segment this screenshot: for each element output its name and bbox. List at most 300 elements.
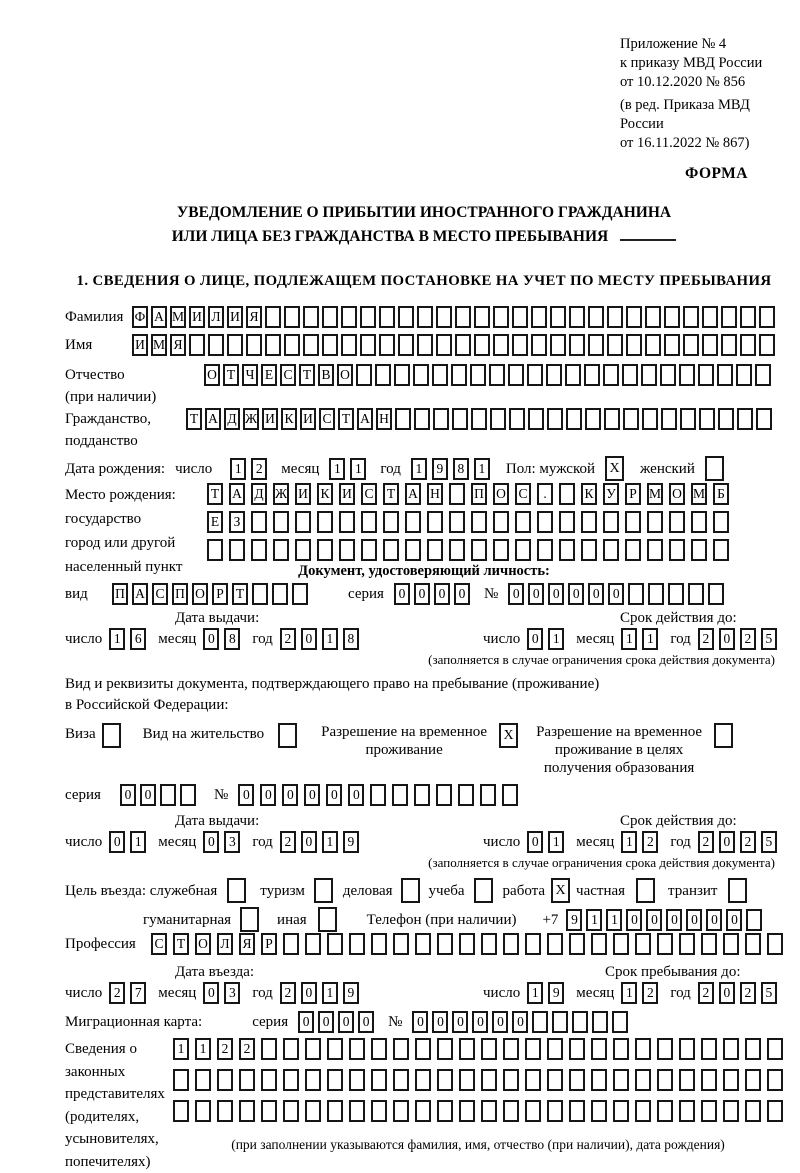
stay-number-cell[interactable]	[392, 784, 408, 806]
date-cell[interactable]: 8	[224, 628, 240, 650]
phone-cell[interactable]: 0	[706, 909, 722, 931]
date-cell[interactable]: 5	[761, 628, 777, 650]
date-cell[interactable]: 1	[548, 628, 564, 650]
birthplace-cell[interactable]: И	[295, 483, 311, 505]
phone-cell[interactable]: 0	[626, 909, 642, 931]
stay-number-cell[interactable]	[502, 784, 518, 806]
doc-number-cell[interactable]	[628, 583, 644, 605]
birthplace-cell[interactable]: А	[405, 483, 421, 505]
name-cell[interactable]	[702, 334, 718, 356]
profession-cell[interactable]	[591, 933, 607, 955]
date-cell[interactable]: 1	[322, 831, 338, 853]
visa-cell[interactable]	[102, 723, 121, 748]
citizenship-input[interactable]	[186, 408, 772, 430]
stay-doc-series-input[interactable]	[120, 784, 196, 806]
doc-number-cell[interactable]	[648, 583, 664, 605]
name-cell[interactable]	[417, 334, 433, 356]
name-cell[interactable]	[360, 334, 376, 356]
doc-series-cell[interactable]: 0	[394, 583, 410, 605]
stay-number-cell[interactable]	[436, 784, 452, 806]
stay-issue-day-input[interactable]	[109, 831, 146, 853]
patronymic-cell[interactable]	[584, 364, 600, 386]
name-cell[interactable]	[208, 334, 224, 356]
birth-month-input[interactable]	[329, 458, 366, 480]
stay-number-cell[interactable]	[458, 784, 474, 806]
date-cell[interactable]: 3	[224, 831, 240, 853]
citizenship-cell[interactable]: А	[205, 408, 221, 430]
profession-cell[interactable]: С	[151, 933, 167, 955]
representatives-cell[interactable]	[591, 1100, 607, 1122]
birthplace-cell[interactable]	[603, 511, 619, 533]
migration-number-input[interactable]	[412, 1011, 628, 1033]
stay-until-day-input[interactable]	[527, 982, 564, 1004]
profession-cell[interactable]: Т	[173, 933, 189, 955]
stay-issue-year-input[interactable]	[280, 831, 359, 853]
patronymic-cell[interactable]	[603, 364, 619, 386]
name-cell[interactable]	[379, 334, 395, 356]
stay-number-cell[interactable]	[480, 784, 496, 806]
profession-cell[interactable]	[723, 933, 739, 955]
name-cell[interactable]	[341, 334, 357, 356]
phone-cell[interactable]: 9	[566, 909, 582, 931]
profession-cell[interactable]	[547, 933, 563, 955]
birthplace-cell[interactable]	[669, 511, 685, 533]
date-cell[interactable]: 1	[548, 831, 564, 853]
representatives-cell[interactable]	[459, 1100, 475, 1122]
purpose-cell[interactable]	[318, 907, 337, 932]
representatives-cell[interactable]	[393, 1038, 409, 1060]
surname-cell[interactable]	[512, 306, 528, 328]
surname-cell[interactable]	[398, 306, 414, 328]
id-issue-year-input[interactable]	[280, 628, 359, 650]
doc-number-cell[interactable]: 0	[568, 583, 584, 605]
name-cell[interactable]: Я	[170, 334, 186, 356]
purpose-work-checkbox[interactable]	[551, 878, 570, 903]
date-cell[interactable]: 2	[280, 831, 296, 853]
migration-number-cell[interactable]	[552, 1011, 568, 1033]
citizenship-cell[interactable]	[756, 408, 772, 430]
migration-number-cell[interactable]: 0	[452, 1011, 468, 1033]
representatives-input-row3[interactable]	[173, 1100, 783, 1122]
birthplace-cell[interactable]	[273, 511, 289, 533]
doc-type-cell[interactable]	[252, 583, 268, 605]
patronymic-cell[interactable]: О	[337, 364, 353, 386]
date-cell[interactable]: 1	[621, 831, 637, 853]
representatives-cell[interactable]	[679, 1038, 695, 1060]
citizenship-cell[interactable]	[661, 408, 677, 430]
representatives-cell[interactable]	[415, 1100, 431, 1122]
date-cell[interactable]: 1	[621, 628, 637, 650]
representatives-cell[interactable]	[217, 1100, 233, 1122]
representatives-cell[interactable]	[327, 1100, 343, 1122]
migration-series-cell[interactable]: 0	[298, 1011, 314, 1033]
representatives-cell[interactable]	[349, 1038, 365, 1060]
name-cell[interactable]	[569, 334, 585, 356]
birthplace-input-row2[interactable]	[207, 511, 729, 533]
representatives-cell[interactable]	[239, 1100, 255, 1122]
patronymic-cell[interactable]: Е	[261, 364, 277, 386]
profession-cell[interactable]	[371, 933, 387, 955]
date-cell[interactable]: 0	[301, 831, 317, 853]
birthplace-cell[interactable]	[251, 539, 267, 561]
citizenship-cell[interactable]	[604, 408, 620, 430]
representatives-cell[interactable]	[723, 1100, 739, 1122]
temp-residence-checkbox[interactable]	[499, 723, 518, 748]
representatives-cell[interactable]: 1	[195, 1038, 211, 1060]
representatives-cell[interactable]	[745, 1100, 761, 1122]
migration-number-cell[interactable]: 0	[492, 1011, 508, 1033]
phone-cell[interactable]: 0	[686, 909, 702, 931]
birthplace-cell[interactable]	[493, 539, 509, 561]
stay-issue-month-input[interactable]	[203, 831, 240, 853]
birthplace-cell[interactable]	[515, 539, 531, 561]
birth-month-cell[interactable]: 1	[350, 458, 366, 480]
birthplace-cell[interactable]	[405, 511, 421, 533]
surname-cell[interactable]	[626, 306, 642, 328]
representatives-cell[interactable]	[239, 1069, 255, 1091]
representatives-cell[interactable]	[635, 1038, 651, 1060]
birthplace-cell[interactable]	[713, 511, 729, 533]
profession-cell[interactable]	[701, 933, 717, 955]
birthplace-cell[interactable]	[581, 511, 597, 533]
surname-cell[interactable]	[645, 306, 661, 328]
representatives-cell[interactable]	[283, 1100, 299, 1122]
patronymic-cell[interactable]	[660, 364, 676, 386]
birthplace-cell[interactable]: Т	[383, 483, 399, 505]
representatives-cell[interactable]	[415, 1038, 431, 1060]
birthplace-cell[interactable]	[691, 539, 707, 561]
birth-day-input[interactable]	[230, 458, 267, 480]
doc-number-input[interactable]	[508, 583, 724, 605]
stay-expiry-month-input[interactable]	[621, 831, 658, 853]
name-cell[interactable]	[398, 334, 414, 356]
surname-cell[interactable]	[417, 306, 433, 328]
birthplace-cell[interactable]	[427, 539, 443, 561]
birthplace-cell[interactable]: М	[691, 483, 707, 505]
phone-cell[interactable]: 0	[726, 909, 742, 931]
birthplace-input-row3[interactable]	[207, 539, 729, 561]
doc-type-cell[interactable]	[292, 583, 308, 605]
name-cell[interactable]	[284, 334, 300, 356]
residence-permit-cell[interactable]	[278, 723, 297, 748]
profession-cell[interactable]	[767, 933, 783, 955]
patronymic-cell[interactable]: Т	[299, 364, 315, 386]
birthplace-cell[interactable]	[339, 511, 355, 533]
surname-cell[interactable]	[588, 306, 604, 328]
phone-input[interactable]	[566, 909, 762, 931]
stay-number-cell[interactable]	[370, 784, 386, 806]
birthplace-cell[interactable]	[449, 483, 465, 505]
citizenship-cell[interactable]: Н	[376, 408, 392, 430]
birthplace-cell[interactable]: А	[229, 483, 245, 505]
birthplace-cell[interactable]	[713, 539, 729, 561]
doc-type-cell[interactable]	[272, 583, 288, 605]
name-cell[interactable]: И	[132, 334, 148, 356]
id-issue-day-input[interactable]	[109, 628, 146, 650]
doc-number-cell[interactable]: 0	[528, 583, 544, 605]
representatives-cell[interactable]	[635, 1100, 651, 1122]
birthplace-cell[interactable]: У	[603, 483, 619, 505]
citizenship-cell[interactable]: К	[281, 408, 297, 430]
representatives-cell[interactable]	[459, 1038, 475, 1060]
patronymic-cell[interactable]	[698, 364, 714, 386]
surname-cell[interactable]	[341, 306, 357, 328]
date-cell[interactable]: 1	[527, 982, 543, 1004]
purpose-cell[interactable]: X	[551, 878, 570, 903]
name-cell[interactable]	[246, 334, 262, 356]
birthplace-cell[interactable]	[669, 539, 685, 561]
birthplace-cell[interactable]	[449, 539, 465, 561]
birthplace-cell[interactable]: Т	[207, 483, 223, 505]
representatives-cell[interactable]	[437, 1069, 453, 1091]
birthplace-cell[interactable]	[647, 511, 663, 533]
patronymic-cell[interactable]: Ч	[242, 364, 258, 386]
representatives-cell[interactable]	[701, 1038, 717, 1060]
birthplace-cell[interactable]	[581, 539, 597, 561]
migration-series-cell[interactable]: 0	[338, 1011, 354, 1033]
name-cell[interactable]	[227, 334, 243, 356]
citizenship-cell[interactable]	[718, 408, 734, 430]
name-cell[interactable]	[740, 334, 756, 356]
doc-series-cell[interactable]: 0	[434, 583, 450, 605]
doc-number-cell[interactable]	[708, 583, 724, 605]
date-cell[interactable]: 1	[109, 628, 125, 650]
surname-cell[interactable]	[436, 306, 452, 328]
birthplace-cell[interactable]: Н	[427, 483, 443, 505]
birthplace-cell[interactable]: Ж	[273, 483, 289, 505]
date-cell[interactable]: 6	[130, 628, 146, 650]
temp-residence-education-cell[interactable]	[714, 723, 733, 748]
surname-cell[interactable]	[284, 306, 300, 328]
representatives-input-row1[interactable]	[173, 1038, 783, 1060]
representatives-cell[interactable]	[679, 1069, 695, 1091]
patronymic-cell[interactable]	[394, 364, 410, 386]
birthplace-cell[interactable]	[537, 539, 553, 561]
date-cell[interactable]: 1	[621, 982, 637, 1004]
citizenship-cell[interactable]	[566, 408, 582, 430]
birthplace-cell[interactable]: О	[669, 483, 685, 505]
entry-day-input[interactable]	[109, 982, 146, 1004]
patronymic-cell[interactable]	[356, 364, 372, 386]
profession-cell[interactable]	[569, 933, 585, 955]
birthplace-cell[interactable]: П	[471, 483, 487, 505]
name-cell[interactable]	[588, 334, 604, 356]
representatives-cell[interactable]	[525, 1069, 541, 1091]
migration-number-cell[interactable]: 0	[472, 1011, 488, 1033]
profession-cell[interactable]	[613, 933, 629, 955]
profession-cell[interactable]	[525, 933, 541, 955]
citizenship-cell[interactable]	[680, 408, 696, 430]
date-cell[interactable]: 9	[343, 982, 359, 1004]
phone-cell[interactable]: 1	[586, 909, 602, 931]
doc-number-cell[interactable]: 0	[588, 583, 604, 605]
birthplace-cell[interactable]	[625, 539, 641, 561]
representatives-cell[interactable]	[701, 1100, 717, 1122]
patronymic-cell[interactable]	[565, 364, 581, 386]
birthplace-cell[interactable]: .	[537, 483, 553, 505]
date-cell[interactable]: 1	[130, 831, 146, 853]
purpose-private-checkbox[interactable]	[636, 878, 655, 903]
purpose-transit-checkbox[interactable]	[728, 878, 747, 903]
date-cell[interactable]: 2	[698, 628, 714, 650]
representatives-cell[interactable]	[261, 1100, 277, 1122]
surname-cell[interactable]	[474, 306, 490, 328]
birth-year-cell[interactable]: 8	[453, 458, 469, 480]
birthplace-cell[interactable]	[273, 539, 289, 561]
purpose-cell[interactable]	[728, 878, 747, 903]
patronymic-cell[interactable]	[622, 364, 638, 386]
profession-cell[interactable]	[305, 933, 321, 955]
birthplace-cell[interactable]	[229, 539, 245, 561]
migration-number-cell[interactable]	[592, 1011, 608, 1033]
doc-type-cell[interactable]: П	[112, 583, 128, 605]
citizenship-cell[interactable]: А	[357, 408, 373, 430]
birthplace-cell[interactable]	[647, 539, 663, 561]
date-cell[interactable]: 0	[527, 831, 543, 853]
birthplace-cell[interactable]: Б	[713, 483, 729, 505]
birthplace-cell[interactable]: С	[361, 483, 377, 505]
date-cell[interactable]: 1	[322, 982, 338, 1004]
temp-residence-cell[interactable]: X	[499, 723, 518, 748]
entry-month-input[interactable]	[203, 982, 240, 1004]
name-cell[interactable]	[455, 334, 471, 356]
migration-series-cell[interactable]: 0	[358, 1011, 374, 1033]
profession-cell[interactable]	[349, 933, 365, 955]
representatives-cell[interactable]	[657, 1069, 673, 1091]
doc-type-input[interactable]	[112, 583, 308, 605]
patronymic-cell[interactable]	[470, 364, 486, 386]
representatives-input-row2[interactable]	[173, 1069, 783, 1091]
stay-expiry-year-input[interactable]	[698, 831, 777, 853]
birthplace-cell[interactable]	[691, 511, 707, 533]
phone-cell[interactable]: 0	[666, 909, 682, 931]
representatives-cell[interactable]	[305, 1069, 321, 1091]
name-cell[interactable]	[645, 334, 661, 356]
id-expiry-year-input[interactable]	[698, 628, 777, 650]
profession-cell[interactable]	[459, 933, 475, 955]
purpose-humanitarian-checkbox[interactable]	[240, 907, 259, 932]
birthplace-cell[interactable]	[603, 539, 619, 561]
patronymic-cell[interactable]	[527, 364, 543, 386]
representatives-cell[interactable]	[437, 1038, 453, 1060]
representatives-cell[interactable]	[371, 1100, 387, 1122]
stay-expiry-day-input[interactable]	[527, 831, 564, 853]
purpose-cell[interactable]	[401, 878, 420, 903]
birthplace-cell[interactable]: Д	[251, 483, 267, 505]
citizenship-cell[interactable]	[623, 408, 639, 430]
representatives-cell[interactable]: 1	[173, 1038, 189, 1060]
profession-cell[interactable]: Я	[239, 933, 255, 955]
birth-day-cell[interactable]: 1	[230, 458, 246, 480]
stay-doc-number-input[interactable]	[238, 784, 518, 806]
surname-cell[interactable]	[569, 306, 585, 328]
citizenship-cell[interactable]: И	[262, 408, 278, 430]
representatives-cell[interactable]	[767, 1069, 783, 1091]
profession-cell[interactable]	[481, 933, 497, 955]
name-cell[interactable]	[531, 334, 547, 356]
representatives-cell[interactable]	[613, 1100, 629, 1122]
representatives-cell[interactable]	[613, 1038, 629, 1060]
representatives-cell[interactable]	[547, 1100, 563, 1122]
date-cell[interactable]: 5	[761, 831, 777, 853]
stay-series-cell[interactable]: 0	[140, 784, 156, 806]
birthplace-cell[interactable]: С	[515, 483, 531, 505]
birth-month-cell[interactable]: 1	[329, 458, 345, 480]
representatives-cell[interactable]	[371, 1069, 387, 1091]
date-cell[interactable]: 2	[740, 982, 756, 1004]
purpose-cell[interactable]	[636, 878, 655, 903]
date-cell[interactable]: 2	[109, 982, 125, 1004]
birthplace-cell[interactable]	[449, 511, 465, 533]
date-cell[interactable]: 0	[527, 628, 543, 650]
profession-cell[interactable]	[283, 933, 299, 955]
purpose-other-checkbox[interactable]	[318, 907, 337, 932]
purpose-tourism-checkbox[interactable]	[314, 878, 333, 903]
surname-cell[interactable]	[265, 306, 281, 328]
representatives-cell[interactable]	[569, 1100, 585, 1122]
date-cell[interactable]: 1	[642, 628, 658, 650]
representatives-cell[interactable]	[327, 1038, 343, 1060]
birthplace-cell[interactable]	[361, 539, 377, 561]
birthplace-cell[interactable]	[295, 539, 311, 561]
surname-cell[interactable]	[531, 306, 547, 328]
date-cell[interactable]: 2	[740, 831, 756, 853]
date-cell[interactable]: 9	[548, 982, 564, 1004]
doc-type-cell[interactable]: С	[152, 583, 168, 605]
surname-cell[interactable]	[721, 306, 737, 328]
stay-series-cell[interactable]	[180, 784, 196, 806]
surname-cell[interactable]: Я	[246, 306, 262, 328]
sex-female-checkbox[interactable]	[705, 456, 724, 481]
patronymic-cell[interactable]	[641, 364, 657, 386]
citizenship-cell[interactable]	[585, 408, 601, 430]
migration-series-input[interactable]	[298, 1011, 374, 1033]
name-input[interactable]	[132, 334, 775, 356]
representatives-cell[interactable]	[547, 1069, 563, 1091]
date-cell[interactable]: 0	[203, 628, 219, 650]
sex-male-checkbox[interactable]	[605, 456, 624, 481]
phone-cell[interactable]: 1	[606, 909, 622, 931]
date-cell[interactable]: 8	[343, 628, 359, 650]
stay-number-cell[interactable]: 0	[348, 784, 364, 806]
name-cell[interactable]	[474, 334, 490, 356]
date-cell[interactable]: 2	[698, 982, 714, 1004]
representatives-cell[interactable]	[305, 1038, 321, 1060]
birth-day-cell[interactable]: 2	[251, 458, 267, 480]
citizenship-cell[interactable]	[433, 408, 449, 430]
surname-cell[interactable]	[550, 306, 566, 328]
date-cell[interactable]: 3	[224, 982, 240, 1004]
representatives-cell[interactable]	[657, 1100, 673, 1122]
representatives-cell[interactable]	[591, 1038, 607, 1060]
surname-input[interactable]	[132, 306, 775, 328]
stay-series-cell[interactable]: 0	[120, 784, 136, 806]
representatives-cell[interactable]	[657, 1038, 673, 1060]
representatives-cell[interactable]	[679, 1100, 695, 1122]
representatives-cell[interactable]	[745, 1069, 761, 1091]
birthplace-cell[interactable]	[559, 539, 575, 561]
name-cell[interactable]	[265, 334, 281, 356]
citizenship-cell[interactable]	[642, 408, 658, 430]
patronymic-cell[interactable]: Т	[223, 364, 239, 386]
surname-cell[interactable]	[322, 306, 338, 328]
birthplace-cell[interactable]	[427, 511, 443, 533]
migration-number-cell[interactable]: 0	[432, 1011, 448, 1033]
date-cell[interactable]: 2	[698, 831, 714, 853]
representatives-cell[interactable]: 2	[239, 1038, 255, 1060]
purpose-cell[interactable]	[314, 878, 333, 903]
patronymic-input[interactable]	[204, 364, 771, 386]
